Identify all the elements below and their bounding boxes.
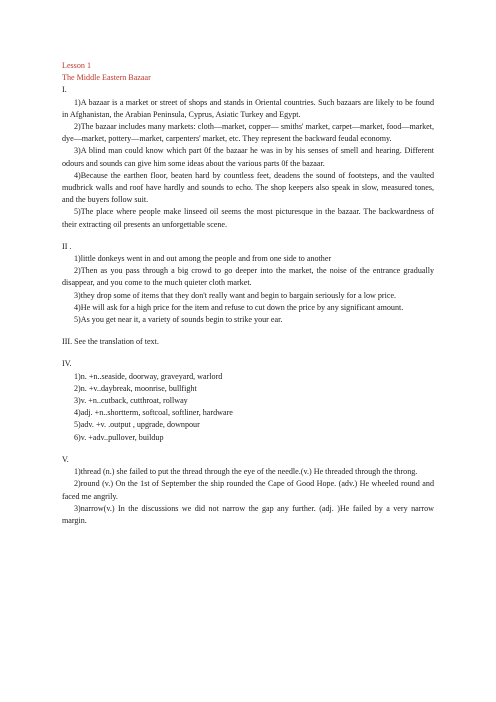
section-3-text: III. See the translation of text. (62, 337, 159, 347)
section-4-item: 3)v. +n..cutback, cutthroat, rollway (74, 396, 188, 406)
section-2-label: II . (62, 241, 72, 251)
section-5-item: 3)narrow(v.) In the discussions we did not narrow the gap any further. (adj. )He failed by a very narrow margin. (62, 503, 434, 525)
section-2-item: 1)little donkeys went in and out among the people and from one side to another (74, 254, 332, 264)
section-4-item: 4)adj. +n..shortterm, softcoal, softliner, hardware (74, 408, 233, 418)
section-2-item: 5)As you get near it, a variety of sounds begin to strike your ear. (74, 315, 283, 325)
section-1-item: 4)Because the earthen floor, beaten hard by countless feet, deadens the sound of footsteps, and the vaulted mudbrick walls and roof have hardly and sounds to echo. The shop keepers also speak in slow, measured tones, and the buyers follow suit. (62, 170, 434, 205)
section-2-item: 2)Then as you pass through a big crowd to go deeper into the market, the noise of the entrance gradually disappear, and you come to the much quieter cloth market. (62, 266, 434, 288)
section-2-item: 4)He will ask for a high price for the item and refuse to cut down the price by any significant amount. (74, 302, 404, 312)
section-1-label: I. (62, 85, 67, 95)
section-4-item: 1)n. +n..seaside, doorway, graveyard, warlord (74, 371, 223, 381)
section-4-item: 6)v. +adv..pullover, buildup (74, 432, 164, 442)
section-5-item: 1)thread (n.) she failed to put the thread through the eye of the needle.(v.) He threaded through the throng. (74, 467, 418, 477)
section-4-label: IV. (62, 359, 72, 369)
section-1-item: 1)A bazaar is a market or street of shops and stands in Oriental countries. Such bazaars are likely to be found in Afghanistan, the Arabian Peninsula, Cyprus, Asiatic Turkey and Egypt. (62, 97, 434, 119)
lesson-subtitle: The Middle Eastern Bazaar (62, 73, 151, 83)
section-1-item: 3)A blind man could know which part 0f the bazaar he was in by his senses of smell and hearing. Different odours and sounds can give him some ideas about the various parts 0f the bazaar. (62, 146, 434, 168)
section-4-item: 2)n. +v..daybreak, moonrise, bullfight (74, 383, 197, 393)
section-1-item: 5)The place where people make linseed oil seems the most picturesque in the bazaar. The backwardness of their extracting oil presents an unforgettable scene. (62, 207, 434, 229)
section-1-item: 2)The bazaar includes many markets: cloth—market, copper— smiths' market, carpet—market, food—market, dye—market, pottery—market, carpenters' market, etc. They represent the backward feudal economy. (62, 122, 434, 144)
section-5-label: V. (62, 454, 69, 464)
section-2-item: 3)they drop some of items that they don't really want and begin to bargain seriously for a low price. (74, 290, 397, 300)
lesson-title: Lesson 1 (62, 61, 91, 70)
section-5-item: 2)round (v.) On the 1st of September the ship rounded the Cape of Good Hope. (adv.) He wheeled round and faced me angrily. (62, 479, 434, 501)
document-body (62, 60, 434, 527)
section-4-item: 5)adv. +v. .output , upgrade, downpour (74, 420, 200, 430)
